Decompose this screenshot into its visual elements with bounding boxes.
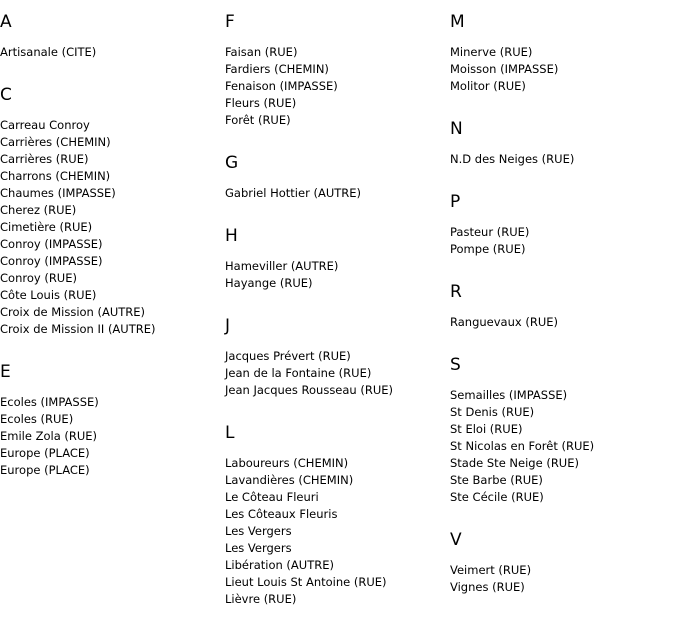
street-list-item <box>225 382 450 399</box>
street-list <box>225 44 450 129</box>
street-link[interactable]: Artisanale (CITE) <box>0 45 97 59</box>
street-link[interactable]: Gabriel Hottier (AUTRE) <box>225 186 362 200</box>
letter-group <box>0 12 225 61</box>
street-link[interactable]: Lièvre (RUE) <box>225 592 297 606</box>
street-link[interactable]: Laboureurs (CHEMIN) <box>225 456 349 470</box>
street-link[interactable]: Croix de Mission (AUTRE) <box>0 305 146 319</box>
street-list <box>225 185 450 202</box>
street-link[interactable]: Hayange (RUE) <box>225 276 313 290</box>
street-list <box>0 394 225 479</box>
street-link[interactable]: Minerve (RUE) <box>450 45 533 59</box>
street-list-item <box>225 455 450 472</box>
street-link[interactable]: Les Côteaux Fleuris <box>225 507 338 521</box>
letter-group <box>450 530 675 596</box>
street-list-item <box>450 151 675 168</box>
street-list-item <box>450 44 675 61</box>
street-list-item <box>225 95 450 112</box>
street-list-item <box>0 202 225 219</box>
street-link[interactable]: Fenaison (IMPASSE) <box>225 79 338 93</box>
street-list <box>225 258 450 292</box>
street-list-item <box>450 387 675 404</box>
street-list-item <box>225 258 450 275</box>
street-list-item <box>450 489 675 506</box>
street-list-item <box>0 151 225 168</box>
section-letter: A <box>0 12 12 32</box>
street-list-item <box>450 455 675 472</box>
street-list <box>0 117 225 338</box>
street-link[interactable]: Carrières (RUE) <box>0 152 89 166</box>
street-link[interactable]: Jean de la Fontaine (RUE) <box>225 366 372 380</box>
street-list-item <box>0 394 225 411</box>
street-link[interactable]: Carreau Conroy <box>0 118 90 132</box>
street-link[interactable]: Cherez (RUE) <box>0 203 77 217</box>
street-list-item <box>450 404 675 421</box>
street-link[interactable]: Ste Barbe (RUE) <box>450 473 543 487</box>
street-link[interactable]: Europe (PLACE) <box>0 463 90 477</box>
section-letter: C <box>0 85 12 105</box>
street-list-item <box>225 489 450 506</box>
street-list-item <box>0 445 225 462</box>
street-link[interactable]: Le Côteau Fleuri <box>225 490 319 504</box>
letter-group <box>450 119 675 168</box>
street-link[interactable]: Conroy (RUE) <box>0 271 77 285</box>
street-link[interactable]: Croix de Mission II (AUTRE) <box>0 322 156 336</box>
letter-group <box>450 12 675 95</box>
street-list-item <box>0 117 225 134</box>
street-link[interactable]: St Nicolas en Forêt (RUE) <box>450 439 595 453</box>
section-letter: E <box>0 362 11 382</box>
street-link[interactable]: Chaumes (IMPASSE) <box>0 186 116 200</box>
column-3 <box>450 0 675 596</box>
street-list <box>450 224 675 258</box>
street-list-item <box>225 591 450 608</box>
letter-group <box>450 282 675 331</box>
street-list-item <box>450 421 675 438</box>
street-link[interactable]: Conroy (IMPASSE) <box>0 254 103 268</box>
street-list-item <box>225 348 450 365</box>
street-link[interactable]: Faisan (RUE) <box>225 45 298 59</box>
street-list-item <box>0 236 225 253</box>
street-list-item <box>450 78 675 95</box>
street-list-item <box>0 134 225 151</box>
letter-group <box>450 355 675 506</box>
street-list-item <box>0 168 225 185</box>
street-list-item <box>225 275 450 292</box>
section-letter: G <box>225 153 239 173</box>
street-list <box>0 44 225 61</box>
street-link[interactable]: Molitor (RUE) <box>450 79 526 93</box>
street-list-item <box>450 224 675 241</box>
section-letter: L <box>225 423 235 443</box>
street-list-item <box>225 78 450 95</box>
street-link[interactable]: Les Vergers <box>225 541 292 555</box>
street-link[interactable]: Ecoles (RUE) <box>0 412 74 426</box>
street-list-item <box>0 185 225 202</box>
street-list-item <box>225 523 450 540</box>
street-list <box>450 314 675 331</box>
street-list-item <box>225 61 450 78</box>
street-link[interactable]: Ranguevaux (RUE) <box>450 315 558 329</box>
street-link[interactable]: Fardiers (CHEMIN) <box>225 62 329 76</box>
letter-group <box>225 12 450 129</box>
street-link[interactable]: Hameviller (AUTRE) <box>225 259 339 273</box>
street-link[interactable]: Pompe (RUE) <box>450 242 526 256</box>
street-link[interactable]: Jean Jacques Rousseau (RUE) <box>225 383 394 397</box>
section-letter: M <box>450 12 465 32</box>
street-list-item <box>225 506 450 523</box>
street-link[interactable]: Carrières (CHEMIN) <box>0 135 111 149</box>
street-list-item <box>225 112 450 129</box>
street-list-item <box>450 61 675 78</box>
section-letter: R <box>450 282 462 302</box>
street-link[interactable]: Veimert (RUE) <box>450 563 532 577</box>
street-list <box>450 562 675 596</box>
section-letter: V <box>450 530 462 550</box>
street-link[interactable]: Forêt (RUE) <box>225 113 291 127</box>
street-list <box>225 455 450 608</box>
street-link[interactable]: Semailles (IMPASSE) <box>450 388 568 402</box>
street-link[interactable]: St Denis (RUE) <box>450 405 535 419</box>
street-link[interactable]: Pasteur (RUE) <box>450 225 530 239</box>
street-link[interactable]: Lavandières (CHEMIN) <box>225 473 354 487</box>
street-list <box>225 348 450 399</box>
letter-group <box>225 226 450 292</box>
street-link[interactable]: Ste Cécile (RUE) <box>450 490 544 504</box>
section-letter: N <box>450 119 463 139</box>
street-list-item <box>225 557 450 574</box>
street-list-item <box>0 253 225 270</box>
street-list <box>450 387 675 506</box>
street-link[interactable]: Conroy (IMPASSE) <box>0 237 103 251</box>
letter-group <box>225 153 450 202</box>
letter-group <box>225 316 450 399</box>
street-list-item <box>225 540 450 557</box>
section-letter: S <box>450 355 461 375</box>
street-link[interactable]: Lieut Louis St Antoine (RUE) <box>225 575 387 589</box>
street-link[interactable]: St Eloi (RUE) <box>450 422 523 436</box>
street-link[interactable]: Stade Ste Neige (RUE) <box>450 456 579 470</box>
street-link[interactable]: Libération (AUTRE) <box>225 558 334 572</box>
street-link[interactable]: Fleurs (RUE) <box>225 96 297 110</box>
section-letter: J <box>225 316 231 336</box>
letter-group <box>450 192 675 258</box>
letter-group <box>0 362 225 479</box>
street-list-item <box>225 185 450 202</box>
street-link[interactable]: Moisson (IMPASSE) <box>450 62 559 76</box>
street-list-item <box>225 472 450 489</box>
column-1 <box>0 0 225 479</box>
street-link[interactable]: N.D des Neiges (RUE) <box>450 152 575 166</box>
street-link[interactable]: Cimetière (RUE) <box>0 220 93 234</box>
street-list-item <box>225 365 450 382</box>
street-list-item <box>450 472 675 489</box>
street-link[interactable]: Vignes (RUE) <box>450 580 525 594</box>
street-list-item <box>450 562 675 579</box>
street-link[interactable]: Charrons (CHEMIN) <box>0 169 111 183</box>
street-link[interactable]: Côte Louis (RUE) <box>0 288 97 302</box>
street-list-item <box>0 304 225 321</box>
street-list-item <box>450 579 675 596</box>
street-list-item <box>0 44 225 61</box>
section-letter: P <box>450 192 461 212</box>
column-2 <box>225 0 450 608</box>
street-link[interactable]: Ecoles (IMPASSE) <box>0 395 99 409</box>
street-list-item <box>0 411 225 428</box>
section-letter: H <box>225 226 238 246</box>
street-list-item <box>0 270 225 287</box>
street-list-item <box>450 314 675 331</box>
section-letter: F <box>225 12 235 32</box>
street-link[interactable]: Les Vergers <box>225 524 292 538</box>
street-list-item <box>450 241 675 258</box>
street-link[interactable]: Emile Zola (RUE) <box>0 429 98 443</box>
street-list-item <box>450 438 675 455</box>
street-list <box>450 151 675 168</box>
street-list-item <box>225 44 450 61</box>
street-list-item <box>0 462 225 479</box>
street-list-item <box>0 428 225 445</box>
street-link[interactable]: Europe (PLACE) <box>0 446 90 460</box>
street-list-item <box>225 574 450 591</box>
street-list-item <box>0 321 225 338</box>
street-list <box>450 44 675 95</box>
letter-group <box>0 85 225 338</box>
letter-group <box>225 423 450 608</box>
street-link[interactable]: Jacques Prévert (RUE) <box>225 349 351 363</box>
street-list-item <box>0 287 225 304</box>
street-list-item <box>0 219 225 236</box>
